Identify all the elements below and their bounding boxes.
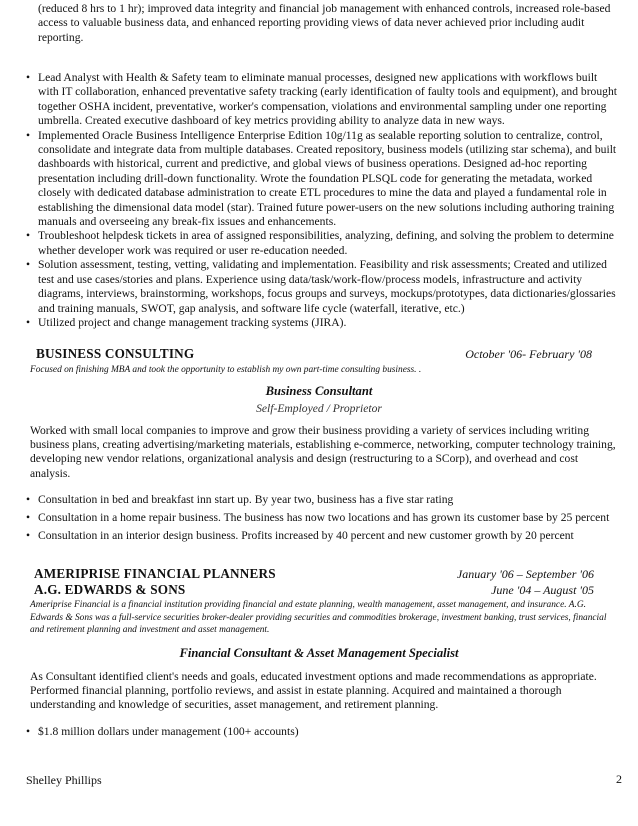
company-heading-ameriprise: AMERIPRISE FINANCIAL PLANNERS <box>34 566 276 581</box>
company-heading-ag-edwards: A.G. EDWARDS & SONS <box>34 582 186 597</box>
list-item: • Implemented Oracle Business Intelligence Enterprise Edition 10g/11g as sealable reporting solution to centralize, control, consolidate and integrate data from multiple databases. Created repository, business models (utilizing star schema), and built dashboards with historical, current and predictive, and global views of business operations. Designed ad-hoc reporting presentation including drill-down functionality. Wrote the foundation PLSQL code for generating the metadata, worked closely with dedicated database administration to create ETL procedures to mine the data and played a fundamental role in establishing the dimensional data model (star). Trained future power-users on the new solutions including authoring training manuals and overseeing any break-fix issues and enhancements. <box>26 128 617 229</box>
bullet-icon: • <box>26 725 31 738</box>
experience-bullet-list <box>26 71 618 330</box>
list-item: • Consultation in a home repair business. The business has now two locations and has grown its customer base by 25 percent <box>26 511 610 524</box>
list-item: • Lead Analyst with Health & Safety team to eliminate manual processes, designed new applications with workflows built with IT collaboration, enhanced preventative safety tracking (early identification of faulty tools and equipment), and brought together OSHA incident, preventative, worker's compensation, violations and environmental sampling under one reporting umbrella. Created executive dashboard of key metrics providing ability to analyze data in new ways. <box>26 71 617 128</box>
company-heading-business-consulting: BUSINESS CONSULTING <box>36 346 195 361</box>
continuation-paragraph: (reduced 8 hrs to 1 hr); improved data integrity and financial job management with enhanced controls, increased role-based access to valuable business data, and enhanced reporting providing views of data never achieved prior including audit reporting. <box>38 2 611 44</box>
list-item: • Utilized project and change management tracking systems (JIRA). <box>26 315 347 329</box>
list-item: • Consultation in bed and breakfast inn start up. By year two, business has a five star rating <box>26 493 454 506</box>
bullet-icon: • <box>26 229 31 243</box>
job-title-business-consultant: Business Consultant <box>265 384 373 398</box>
bullet-icon: • <box>26 258 31 272</box>
bullet-icon: • <box>26 511 31 524</box>
list-item: • $1.8 million dollars under management (100+ accounts) <box>26 725 299 738</box>
bullet-icon: • <box>26 128 31 142</box>
list-item: • Troubleshoot helpdesk tickets in area of assigned responsibilities, analyzing, defining, and solving the problem to determine whether developer work was required or user re-education needed. <box>26 229 614 257</box>
job-summary-business-consulting: Worked with small local companies to improve and grow their business providing a variety of services including writing business plans, creating advertising/marketing materials, establishing e-commerce, networking, computer technology training, developing new vendor relations, organizational analysis and design (restructuring to a SCorp), and overhead and cost analysis. <box>30 424 616 480</box>
bullet-icon: • <box>26 71 31 84</box>
business-consulting-bullet-list <box>26 492 618 543</box>
company-description-business-consulting: Focused on finishing MBA and took the opportunity to establish my own part-time consulting business. . <box>30 365 422 375</box>
dates-ag-edwards: June '04 – August '05 <box>491 583 594 597</box>
list-item: • Solution assessment, testing, vetting, validating and implementation. Feasibility and risk assessments; Created and utilized test and use cases/stories and plans. Experience using data/task/work-flow/process models, infrastructure and activity diagrams, interviews, brainstorming, workshops, focus groups and surveys, mockups/prototypes, data dictionaries/glossaries and training manuals, SWOT, gap analysis, and software life cycle (waterfall, iterative, etc.) <box>26 258 616 315</box>
footer-name: Shelley Phillips <box>26 773 102 787</box>
company-description-ameriprise: Ameriprise Financial is a financial institution providing financial and estate planning, wealth management, asset management, and insurance. A.G. Edwards & Sons was a full-service securities broker-dealer providing securities and commodities brokerage, investment banking, trust services, financial and retirement planning and investment and asset management. <box>30 600 607 636</box>
page-number: 2 <box>616 772 622 786</box>
ameriprise-bullet-list <box>26 725 618 739</box>
dates-business-consulting: October '06- February '08 <box>465 347 592 361</box>
job-title-financial-consultant: Financial Consultant & Asset Management Specialist <box>179 646 459 660</box>
bullet-icon: • <box>26 493 31 506</box>
job-subtitle-self-employed: Self-Employed / Proprietor <box>256 402 382 415</box>
list-item: • Consultation in an interior design business. Profits increased by 40 percent and new customer growth by 20 percent <box>26 529 574 542</box>
bullet-icon: • <box>26 315 31 329</box>
job-summary-ameriprise: As Consultant identified client's needs and goals, educated investment options and made recommendations as appropriate. Performed financial planning, portfolio reviews, and assist in estate planning. Acquired and maintained a thorough understanding and knowledge of securities, asset management, and retirement planning. <box>30 670 597 712</box>
bullet-icon: • <box>26 529 31 542</box>
dates-ameriprise: January '06 – September '06 <box>456 567 594 581</box>
